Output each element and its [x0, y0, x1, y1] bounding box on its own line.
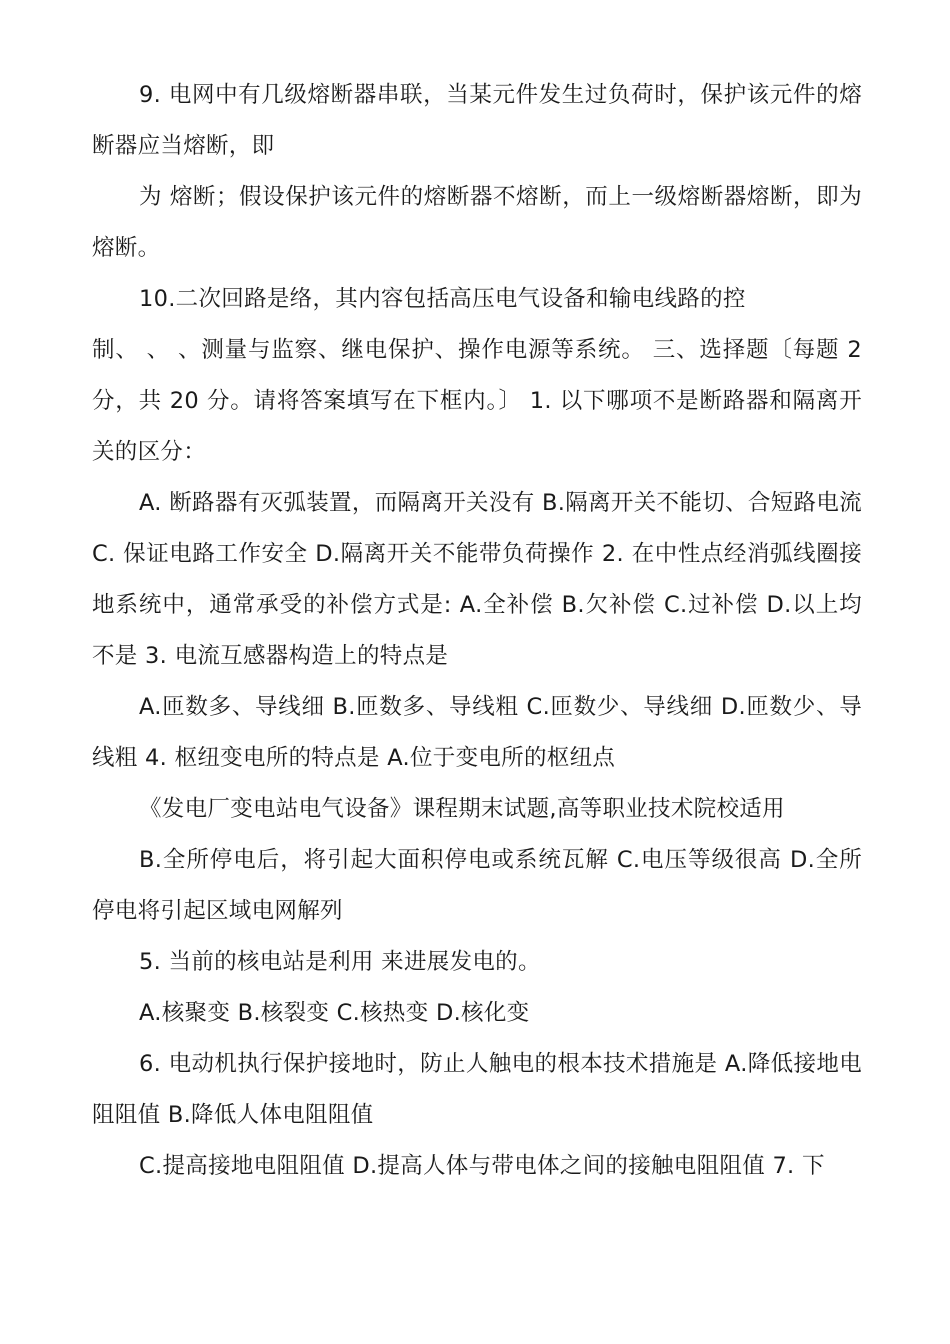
- question-5-options: A.核聚变 B.核裂变 C.核热变 D.核化变: [139, 1000, 530, 1026]
- question-9-text: 9. 电网中有几级熔断器串联，当某元件发生过负荷时，保护该元件的熔断器应当熔断，即: [92, 82, 862, 159]
- question-10-continuation-and-section-3: 制、 、 、测量与监察、继电保护、操作电源等系统。 三、选择题〔每题 2 分，共 20 分。请将答案填写在下框内。〕 1. 以下哪项不是断路器和隔离开关的区分：: [92, 337, 862, 465]
- question-5-text: 5. 当前的核电站是利用 来进展发电的。: [139, 949, 541, 975]
- choice-questions-3-4: A.匝数多、导线细 B.匝数多、导线粗 C.匝数少、导线细 D.匝数少、导线粗 4. 枢纽变电所的特点是 A.位于变电所的枢纽点: [92, 694, 862, 771]
- choice-questions-1-3: A. 断路器有灭弧装置，而隔离开关没有 B.隔离开关不能切、合短路电流 C. 保证电路工作安全 D.隔离开关不能带负荷操作 2. 在中性点经消弧线圈接地系统中，通常承受的补偿方式是: A.全补偿 B.欠补偿 C.过补偿 D.以上均不是 3. 电流互感器构造上的特点是: [92, 490, 862, 669]
- question-10-text: 10.二次回路是络，其内容包括高压电气设备和输电线路的控: [139, 286, 746, 312]
- document-body: [92, 70, 862, 1192]
- question-9-continuation: 为 熔断；假设保护该元件的熔断器不熔断，而上一级熔断器熔断，即为 熔断。: [92, 184, 862, 261]
- question-6-text: 6. 电动机执行保护接地时，防止人触电的根本技术措施是 A.降低接地电阻阻值 B.降低人体电阻阻值: [92, 1051, 862, 1128]
- question-4-options: B.全所停电后，将引起大面积停电或系统瓦解 C.电压等级很高 D.全所停电将引起区域电网解列: [92, 847, 862, 924]
- question-6-options: C.提高接地电阻阻值 D.提高人体与带电体之间的接触电阻阻值 7. 下: [139, 1153, 825, 1179]
- page-header-course-title: 《发电厂变电站电气设备》课程期末试题,高等职业技术院校适用: [139, 796, 785, 822]
